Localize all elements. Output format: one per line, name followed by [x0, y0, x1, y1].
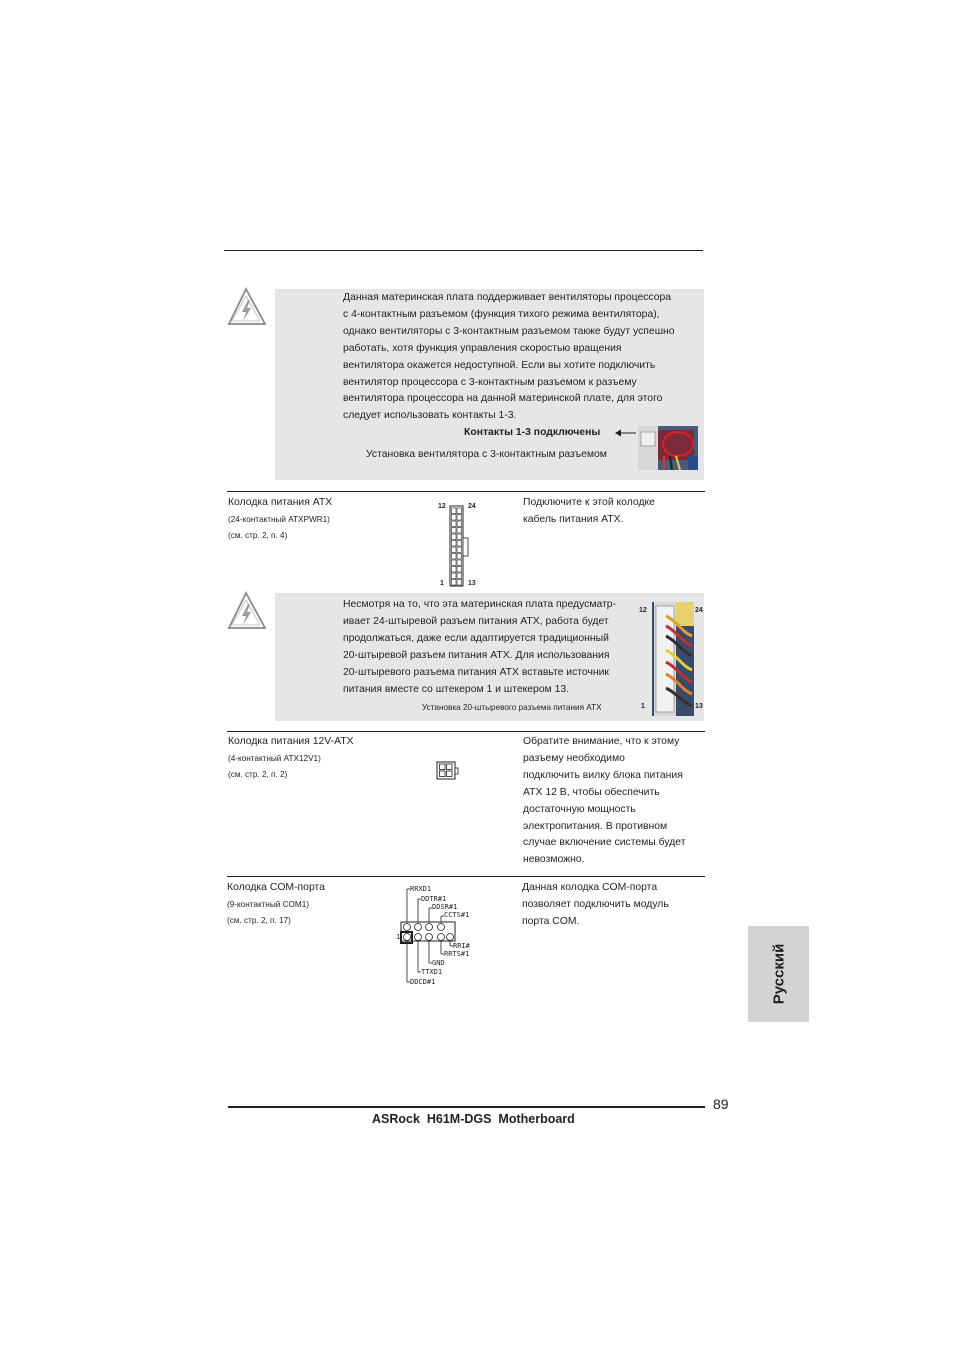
page-number: 89 [713, 1096, 729, 1112]
text-line: случае включение системы будет [523, 837, 686, 849]
text-line: питания вместе со штекером 1 и штекером 13. [343, 683, 570, 695]
pin-number: 24 [695, 607, 703, 614]
section-rule [227, 491, 705, 492]
com-pin-label: GND [432, 959, 445, 967]
text-line: Данная колодка COM-порта [522, 882, 658, 893]
com-pin-label: CCTS#1 [444, 911, 470, 919]
footer-rule [228, 1106, 705, 1108]
text-line: подключить вилку блока питания [523, 769, 683, 781]
com-subtitle: (9-контактный COM1) [227, 900, 310, 909]
com-title: Колодка COM-порта [227, 882, 325, 893]
pin-number: 1 [641, 703, 645, 710]
warning-icon [227, 287, 267, 327]
text-line: вентилятора окажется недоступной. Если вы хотите подключить [343, 359, 656, 371]
section-rule [227, 876, 705, 877]
text-line: однако вентиляторы с 3-контактным разъемом также будут успешно [343, 325, 675, 337]
20pin-install-caption: Установка 20-штыревого разъема питания ATX [422, 703, 602, 712]
text-line: 20-штыревой разъем питания ATX. Для использования [343, 649, 610, 661]
text-line: электропитания. В противном [523, 820, 668, 832]
com-pin-label: DDSR#1 [432, 903, 458, 911]
atx12v-4pin-connector-diagram [436, 760, 460, 782]
top-rule [224, 250, 703, 251]
arrow-left-icon [615, 428, 637, 438]
atx-title: Колодка питания ATX [228, 497, 333, 508]
text-line: вентилятора процессора на данной материнской плате, для этого [343, 393, 663, 405]
text-line: Несмотря на то, что эта материнская плата предусматр- [343, 599, 617, 610]
note-fan-text [343, 290, 705, 425]
text-line: порта COM. [522, 915, 580, 927]
pin-number: 13 [695, 703, 703, 710]
pin-number: 13 [468, 580, 476, 587]
text-line: ивает 24-штыревой разъем питания ATX, работа будет [343, 615, 609, 627]
com-pin-label: DDTR#1 [421, 895, 447, 903]
text-line: разъему необходимо [523, 752, 625, 764]
fan-install-caption: Установка вентилятора с 3-контактным разъемом [366, 449, 607, 460]
text-line: Обратите внимание, что к этому [523, 736, 680, 747]
warning-icon [227, 591, 267, 631]
text-line: невозможно. [523, 854, 585, 866]
pin-number: 12 [639, 607, 647, 614]
text-line: достаточную мощность [523, 803, 636, 815]
text-line: ATX 12 В, чтобы обеспечить [523, 786, 660, 798]
language-tab [748, 926, 809, 1022]
atx-20pin-photo [652, 602, 694, 716]
atx12v-title: Колодка питания 12V-ATX [228, 736, 354, 747]
text-line: продолжаться, даже если адаптируется традиционный [343, 632, 609, 644]
com-pin-label: TTXD1 [421, 968, 443, 976]
atx-description-line: кабель питания ATX. [523, 514, 624, 525]
atx12v-page-ref: (см. стр. 2, п. 2) [228, 770, 288, 779]
pin-number: 24 [468, 503, 476, 510]
text-line: работать, хотя функция управления скоростью вращения [343, 342, 622, 354]
atx-description-line: Подключите к этой колодке [523, 497, 655, 508]
text-line: вентилятор процессора с 3-контактным разъемом к разъему [343, 376, 637, 388]
atx12v-description [523, 734, 705, 869]
text-line: Данная материнская плата поддерживает вентиляторы процессора [343, 292, 672, 303]
section-rule [227, 731, 705, 732]
language-tab-label: Русский [770, 943, 787, 1005]
com-description [522, 880, 704, 931]
atx-page-ref: (см. стр. 2, п. 4) [228, 531, 288, 540]
com-page-ref: (см. стр. 2, п. 17) [227, 916, 291, 925]
com-pin-label: RRXD1 [410, 885, 432, 893]
atx-24pin-connector-diagram [449, 505, 471, 587]
com-pin-label: RRTS#1 [444, 950, 470, 958]
text-line: 20-штыревого разъема питания ATX вставьте источник [343, 666, 609, 678]
text-line: следует использовать контакты 1-3. [343, 410, 517, 422]
atx-subtitle: (24-контактный ATXPWR1) [228, 515, 330, 524]
pin-number: 12 [438, 503, 446, 510]
footer-model: ASRock H61M-DGS Motherboard [372, 1112, 575, 1126]
com-pin-label: 1 [396, 933, 401, 941]
pins-connected-label: Контакты 1-3 подключены [464, 427, 601, 438]
text-line: с 4-контактным разъемом (функция тихого режима вентилятора), [343, 308, 660, 320]
atx12v-subtitle: (4-контактный ATX12V1) [228, 754, 321, 763]
com-pin-label: DDCD#1 [410, 978, 436, 986]
fan-connector-photo [638, 426, 698, 470]
pin-number: 1 [440, 580, 444, 587]
text-line: позволяет подключить модуль [522, 898, 669, 910]
note-20pin-text [343, 597, 643, 698]
com-pin-label: RRI# [453, 942, 470, 950]
